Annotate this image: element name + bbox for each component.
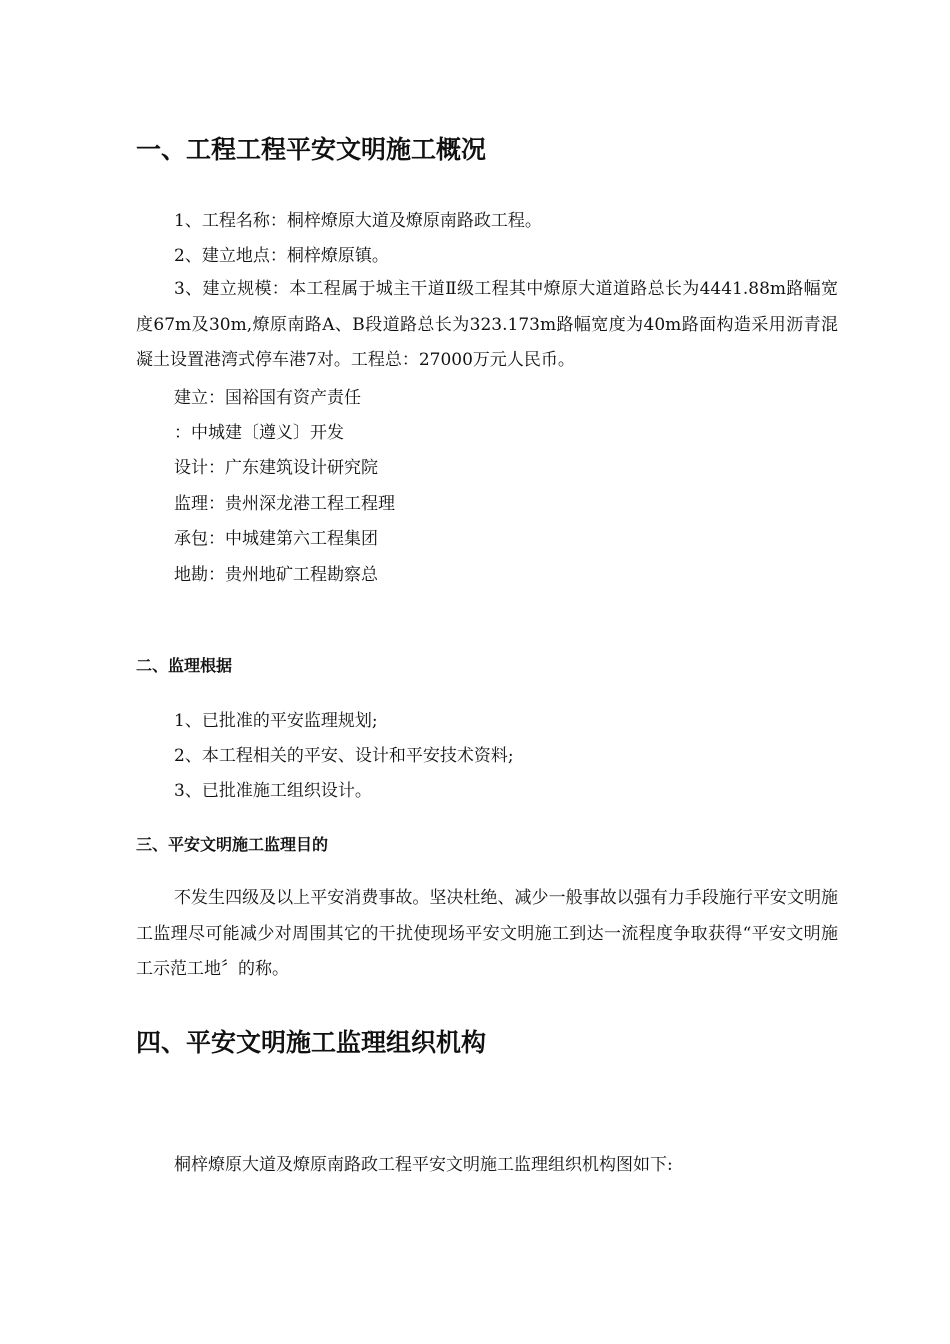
section-4-heading: 四、平安文明施工监理组织机构 <box>136 1028 487 1057</box>
basis-item-3: 3、已批准施工组织设计。 <box>174 781 372 801</box>
project-location: 2、建立地点：桐梓燎原镇。 <box>174 246 389 266</box>
section-1-heading: 一、工程工程平安文明施工概况 <box>136 135 487 164</box>
design-line: 设计：广东建筑设计研究院 <box>174 458 378 478</box>
section-4-body: 桐梓燎原大道及燎原南路政工程平安文明施工监理组织机构图如下: <box>174 1155 673 1175</box>
section-3-heading: 三、平安文明施工监理目的 <box>136 835 329 854</box>
basis-item-2: 2、本工程相关的平安、设计和平安技术资料; <box>174 746 514 766</box>
owner-line: 建立：国裕国有资产责任 <box>174 388 361 408</box>
basis-item-1: 1、已批准的平安监理规划; <box>174 711 378 731</box>
section-2-heading: 二、监理根据 <box>136 656 233 675</box>
supervision-line: 监理：贵州深龙港工程工程理 <box>174 494 395 514</box>
survey-line: 地勘：贵州地矿工程勘察总 <box>174 565 378 585</box>
developer-line: ：中城建〔遵义〕开发 <box>174 423 344 443</box>
project-name: 1、工程名称：桐梓燎原大道及燎原南路政工程。 <box>174 211 542 231</box>
project-scale: 3、建立规模：本工程属于城主干道Ⅱ级工程其中燎原大道道路总长为4441.88m路幅宽度67m及30m,燎原南路A、B段道路总长为323.173m路幅宽度为40m路面构造采用沥青混凝土设置港湾式停车港7对。工程总：27000万元人民币。 <box>136 279 838 370</box>
contractor-line: 承包：中城建第六工程集团 <box>174 529 378 549</box>
section-3-body: 不发生四级及以上平安消费事故。坚决杜绝、减少一般事故以强有力手段施行平安文明施工监理尽可能减少对周围其它的干扰使现场平安文明施工到达一流程度争取获得“平安文明施工示范工地〞的称。 <box>136 888 838 979</box>
